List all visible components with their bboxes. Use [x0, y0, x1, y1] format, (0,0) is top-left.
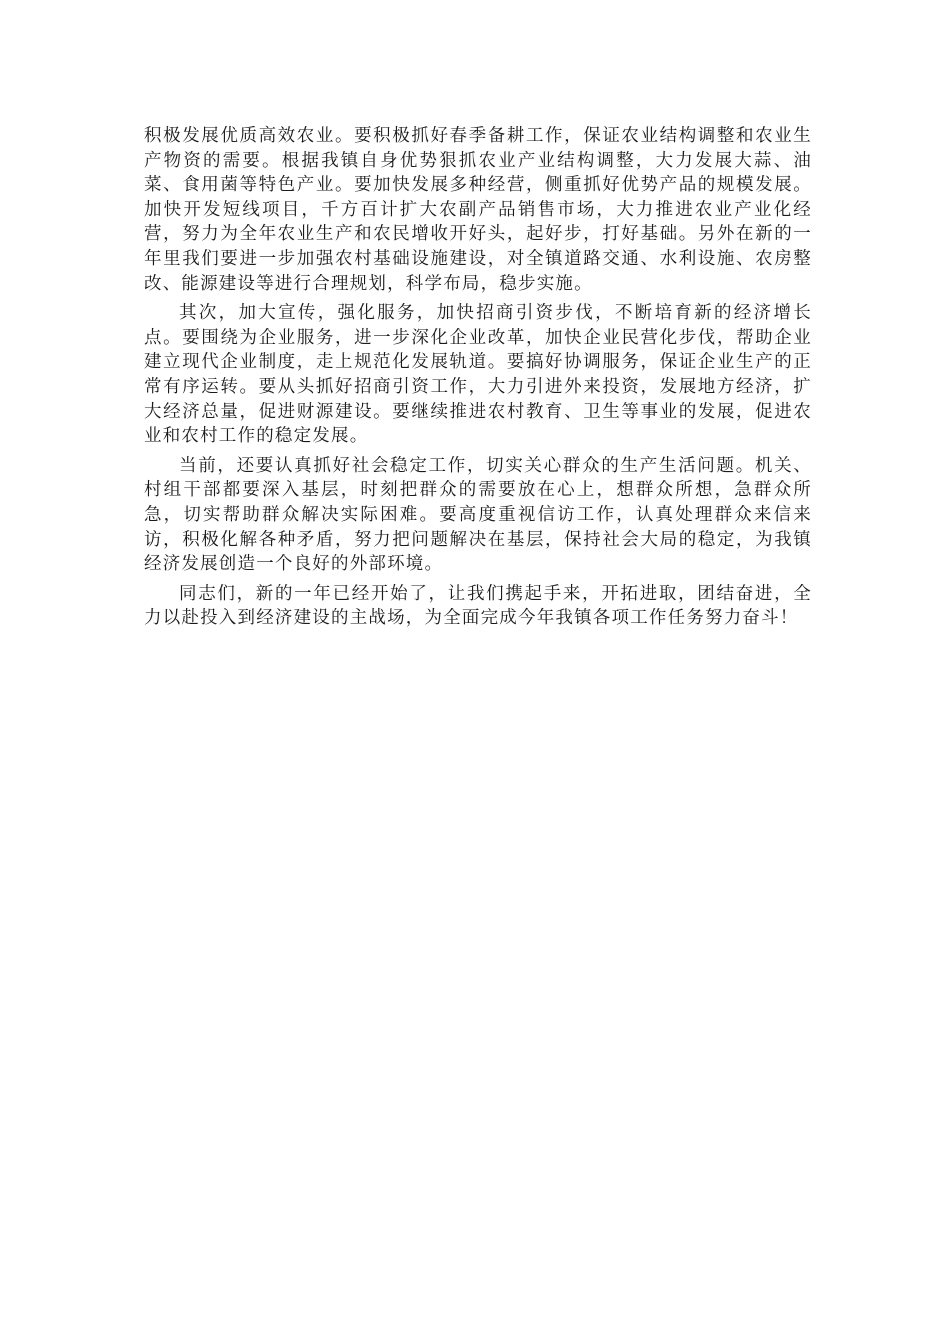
paragraph-agriculture: 积极发展优质高效农业。要积极抓好春季备耕工作，保证农业结构调整和农业生产物资的需要。根据我镇自身优势狠抓农业产业结构调整，大力发展大蒜、油菜、食用菌等特色产业。要加快发展多种经营，侧重抓好优势产品的规模发展。加快开发短线项目，千方百计扩大农副产品销售市场，大力推进农业产业化经营，努力为全年农业生产和农民增收开好头，起好步，打好基础。另外在新的一年里我们要进一步加强农村基础设施建设，对全镇道路交通、水利设施、农房整改、能源建设等进行合理规划，科学布局，稳步实施。	[144, 126, 812, 294]
paragraph-social-stability: 当前，还要认真抓好社会稳定工作，切实关心群众的生产生活问题。机关、村组干部都要深入基层，时刻把群众的需要放在心上，想群众所想，急群众所急，切实帮助群众解决实际困难。要高度重视信访工作，认真处理群众来信来访，积极化解各种矛盾，努力把问题解决在基层，保持社会大局的稳定，为我镇经济发展创造一个良好的外部环境。	[144, 455, 812, 575]
paragraph-investment-services: 其次，加大宣传，强化服务，加快招商引资步伐，不断培育新的经济增长点。要围绕为企业服务，进一步深化企业改革，加快企业民营化步伐，帮助企业建立现代企业制度，走上规范化发展轨道。要搞好协调服务，保证企业生产的正常有序运转。要从头抓好招商引资工作，大力引进外来投资，发展地方经济，扩大经济总量，促进财源建设。要继续推进农村教育、卫生等事业的发展，促进农业和农村工作的稳定发展。	[144, 303, 812, 447]
document-body	[144, 124, 812, 636]
paragraph-closing: 同志们，新的一年已经开始了，让我们携起手来，开拓进取，团结奋进，全力以赴投入到经济建设的主战场，为全面完成今年我镇各项工作任务努力奋斗！	[144, 583, 812, 629]
